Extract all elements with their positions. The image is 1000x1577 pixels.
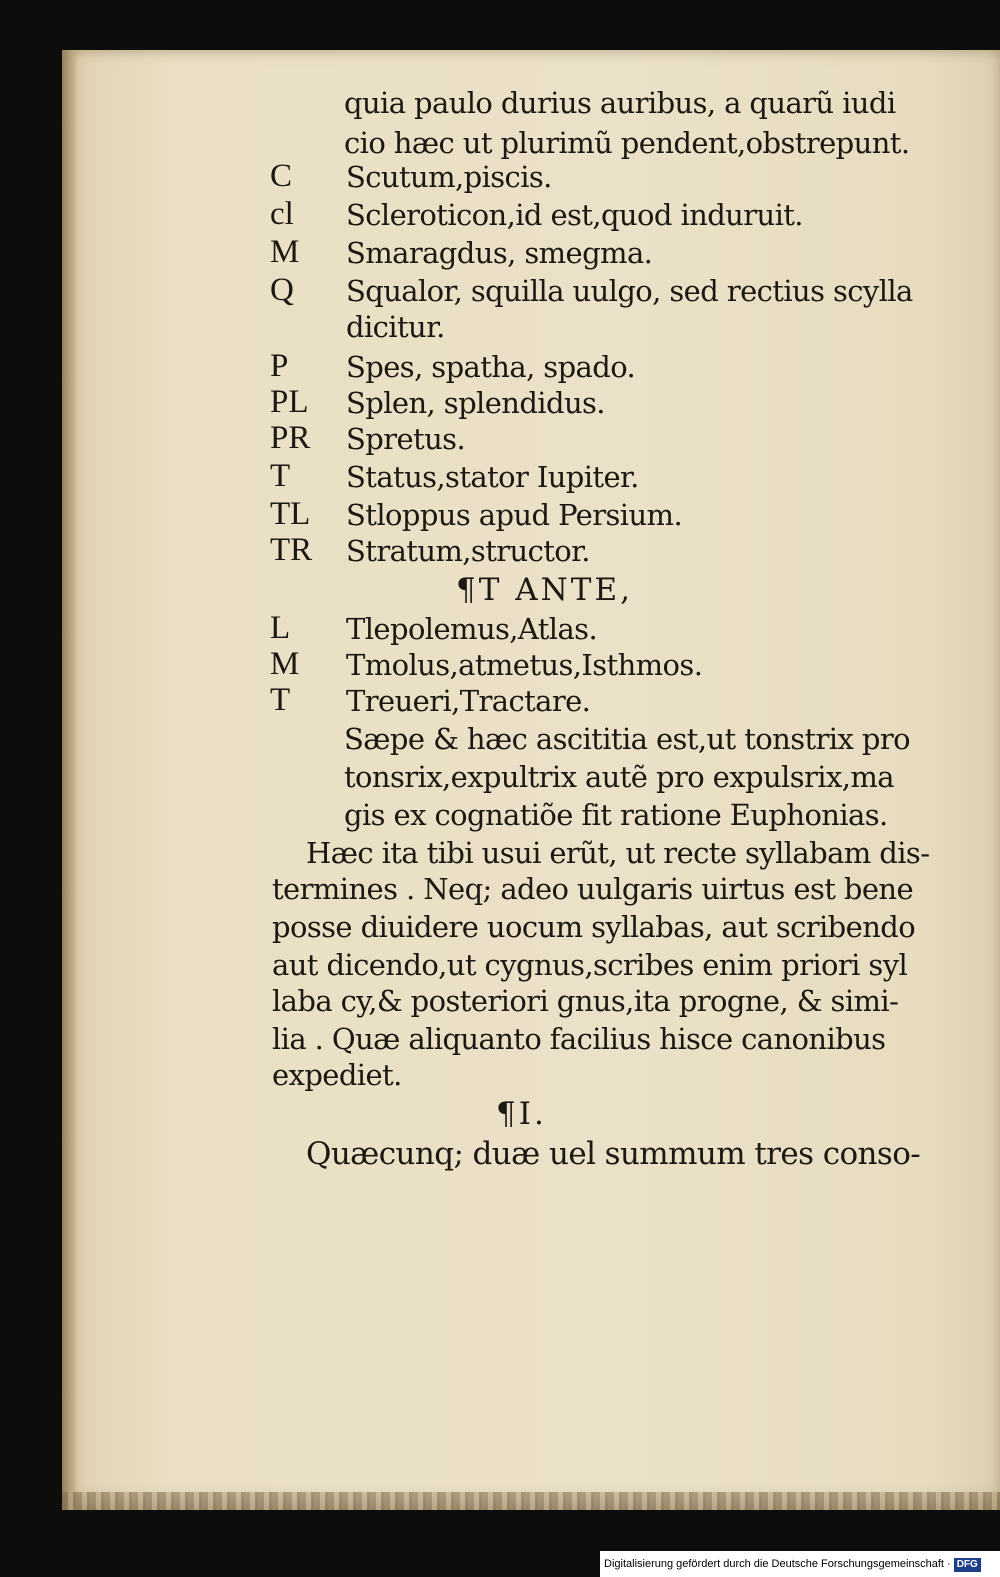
text-line: Squalor, squilla uulgo, sed rectius scylla [346,274,913,308]
text-line: Tmolus,atmetus,Isthmos. [346,648,703,682]
margin-marker: M [270,646,300,682]
text-line: Stloppus apud Persium. [346,498,683,532]
text-line: gis ex cognatiõe fit ratione Euphonias. [344,798,888,832]
text-line: laba cy,& posteriori gnus,ita progne, & simi- [272,984,899,1018]
text-line: Stratum,structor. [346,534,590,568]
text-line: quia paulo durius auribus, a quarũ iudi [344,86,896,120]
margin-marker: L [270,610,291,646]
margin-marker: cl [270,196,294,232]
text-line: aut dicendo,ut cygnus,scribes enim priori syl [272,948,908,982]
margin-marker: T [270,458,291,494]
text-line: tonsrix,expultrix autẽ pro expulsrix,ma [344,760,894,794]
text-line: Status,stator Iupiter. [346,460,639,494]
text-line: lia . Quæ aliquanto facilius hisce canonibus [272,1022,886,1056]
text-line: Quæcunq; duæ uel summum tres conso- [306,1136,921,1172]
section-heading-i: ¶I. [496,1096,547,1132]
margin-marker: PL [270,384,309,420]
text-line: cio hæc ut plurimũ pendent,obstrepunt. [344,126,910,160]
text-line: expediet. [272,1058,402,1092]
text-line: Smaragdus, smegma. [346,236,653,270]
text-line: termines . Neq; adeo uulgaris uirtus est bene [272,872,914,906]
margin-marker: C [270,158,293,194]
digitization-credit [600,1551,1000,1577]
dfg-logo: DFG [954,1558,981,1572]
text-line: posse diuidere uocum syllabas, aut scribendo [272,910,916,944]
margin-marker: TL [270,496,311,532]
text-line: Scutum,piscis. [346,160,552,194]
text-line: Treueri,Tractare. [346,684,591,718]
margin-marker: P [270,348,289,384]
margin-marker: Q [270,272,294,308]
margin-marker: PR [270,420,311,456]
section-heading-t: ¶T ANTE, [456,572,633,608]
credit-text: Digitalisierung gefördert durch die Deutsche Forschungsgemeinschaft · [604,1558,951,1570]
text-line: Splen, splendidus. [346,386,605,420]
text-line: Tlepolemus,Atlas. [346,612,598,646]
margin-marker: M [270,234,300,270]
text-line: Scleroticon,id est,quod induruit. [346,198,803,232]
text-line: Sæpe & hæc ascititia est,ut tonstrix pro [344,722,910,756]
margin-marker: T [270,682,291,718]
margin-marker: TR [270,532,313,568]
text-line: dicitur. [346,310,445,344]
text-line: Spretus. [346,422,466,456]
text-line: Spes, spatha, spado. [346,350,636,384]
text-line: Hæc ita tibi usui erũt, ut recte syllabam dis- [306,836,930,870]
